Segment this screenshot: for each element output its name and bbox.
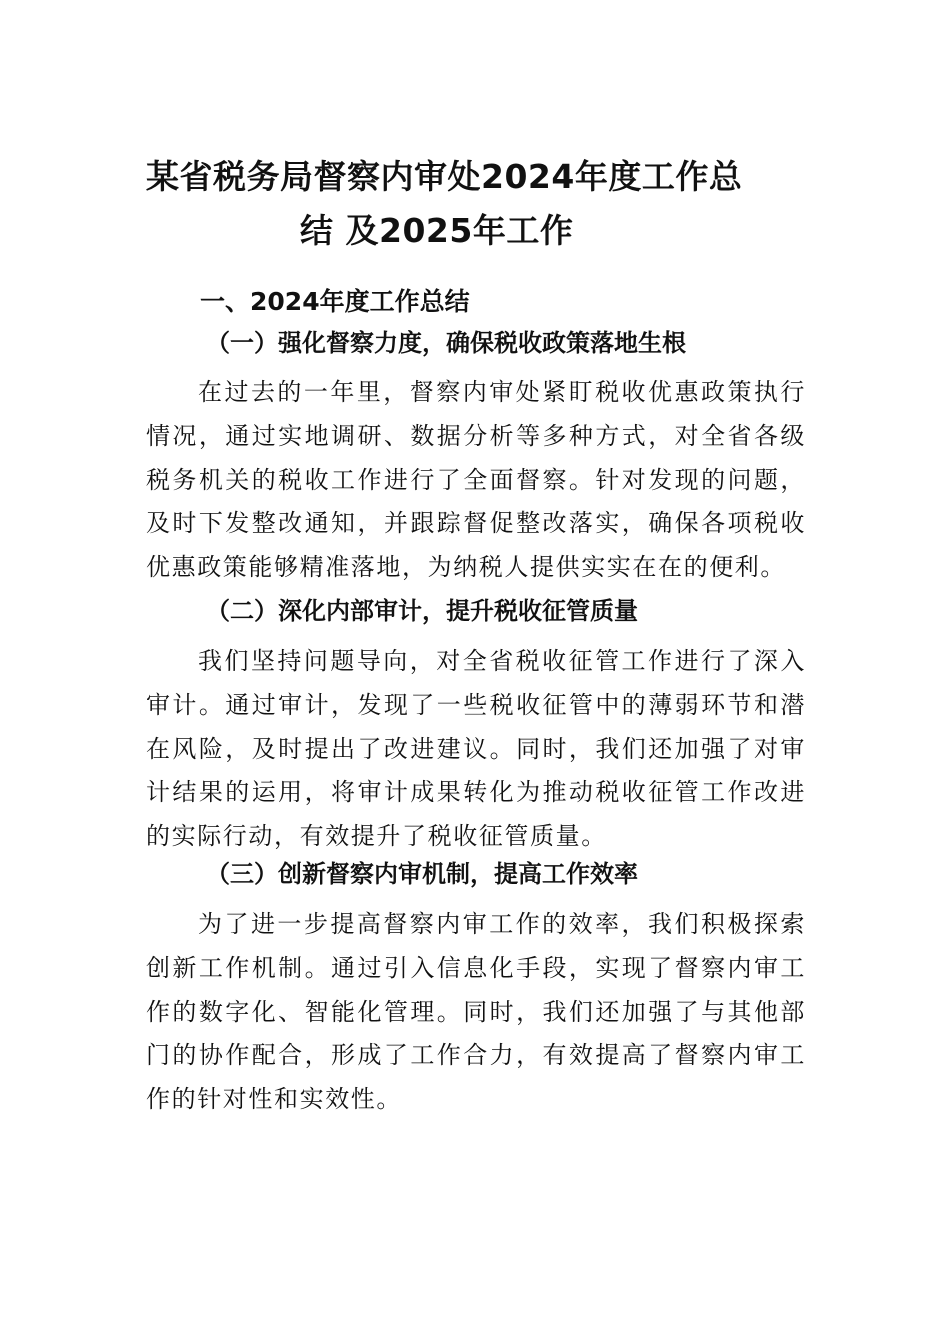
subsection-paragraph-3: 为了进一步提高督察内审工作的效率，我们积极探索创新工作机制。通过引入信息化手段，实现了督察内审工作的数字化、智能化管理。同时，我们还加强了与其他部门的协作配合，形成了工作合力，有效提高了督察内审工作的针对性和实效性。	[146, 910, 806, 1114]
section-marker: 一、	[200, 287, 251, 316]
section-heading-1	[200, 284, 470, 320]
subsection-heading-2: （二）深化内部审计，提升税收征管质量	[206, 596, 638, 625]
subsection-paragraph-1: 在过去的一年里，督察内审处紧盯税收优惠政策执行情况，通过实地调研、数据分析等多种方式，对全省各级税务机关的税收工作进行了全面督察。针对发现的问题，及时下发整改通知，并跟踪督促整改落实，确保各项税收优惠政策能够精准落地，为纳税人提供实实在在的便利。	[146, 378, 806, 582]
title-line-2: 结 及2025年工作	[300, 211, 574, 250]
subsection-heading-1: （一）强化督察力度，确保税收政策落地生根	[206, 328, 686, 357]
title-line-1: 某省税务局督察内审处2024年度工作总	[146, 157, 743, 196]
section-heading-text: 年度工作总结	[319, 287, 470, 316]
subsection-paragraph-2: 我们坚持问题导向，对全省税收征管工作进行了深入审计。通过审计，发现了一些税收征管中的薄弱环节和潜在风险，及时提出了改进建议。同时，我们还加强了对审计结果的运用，将审计成果转化为推动税收征管工作改进的实际行动，有效提升了税收征管质量。	[146, 647, 806, 851]
section-year: 2024	[250, 287, 320, 316]
document-title	[146, 150, 806, 258]
subsection-heading-3: （三）创新督察内审机制，提高工作效率	[206, 859, 638, 888]
